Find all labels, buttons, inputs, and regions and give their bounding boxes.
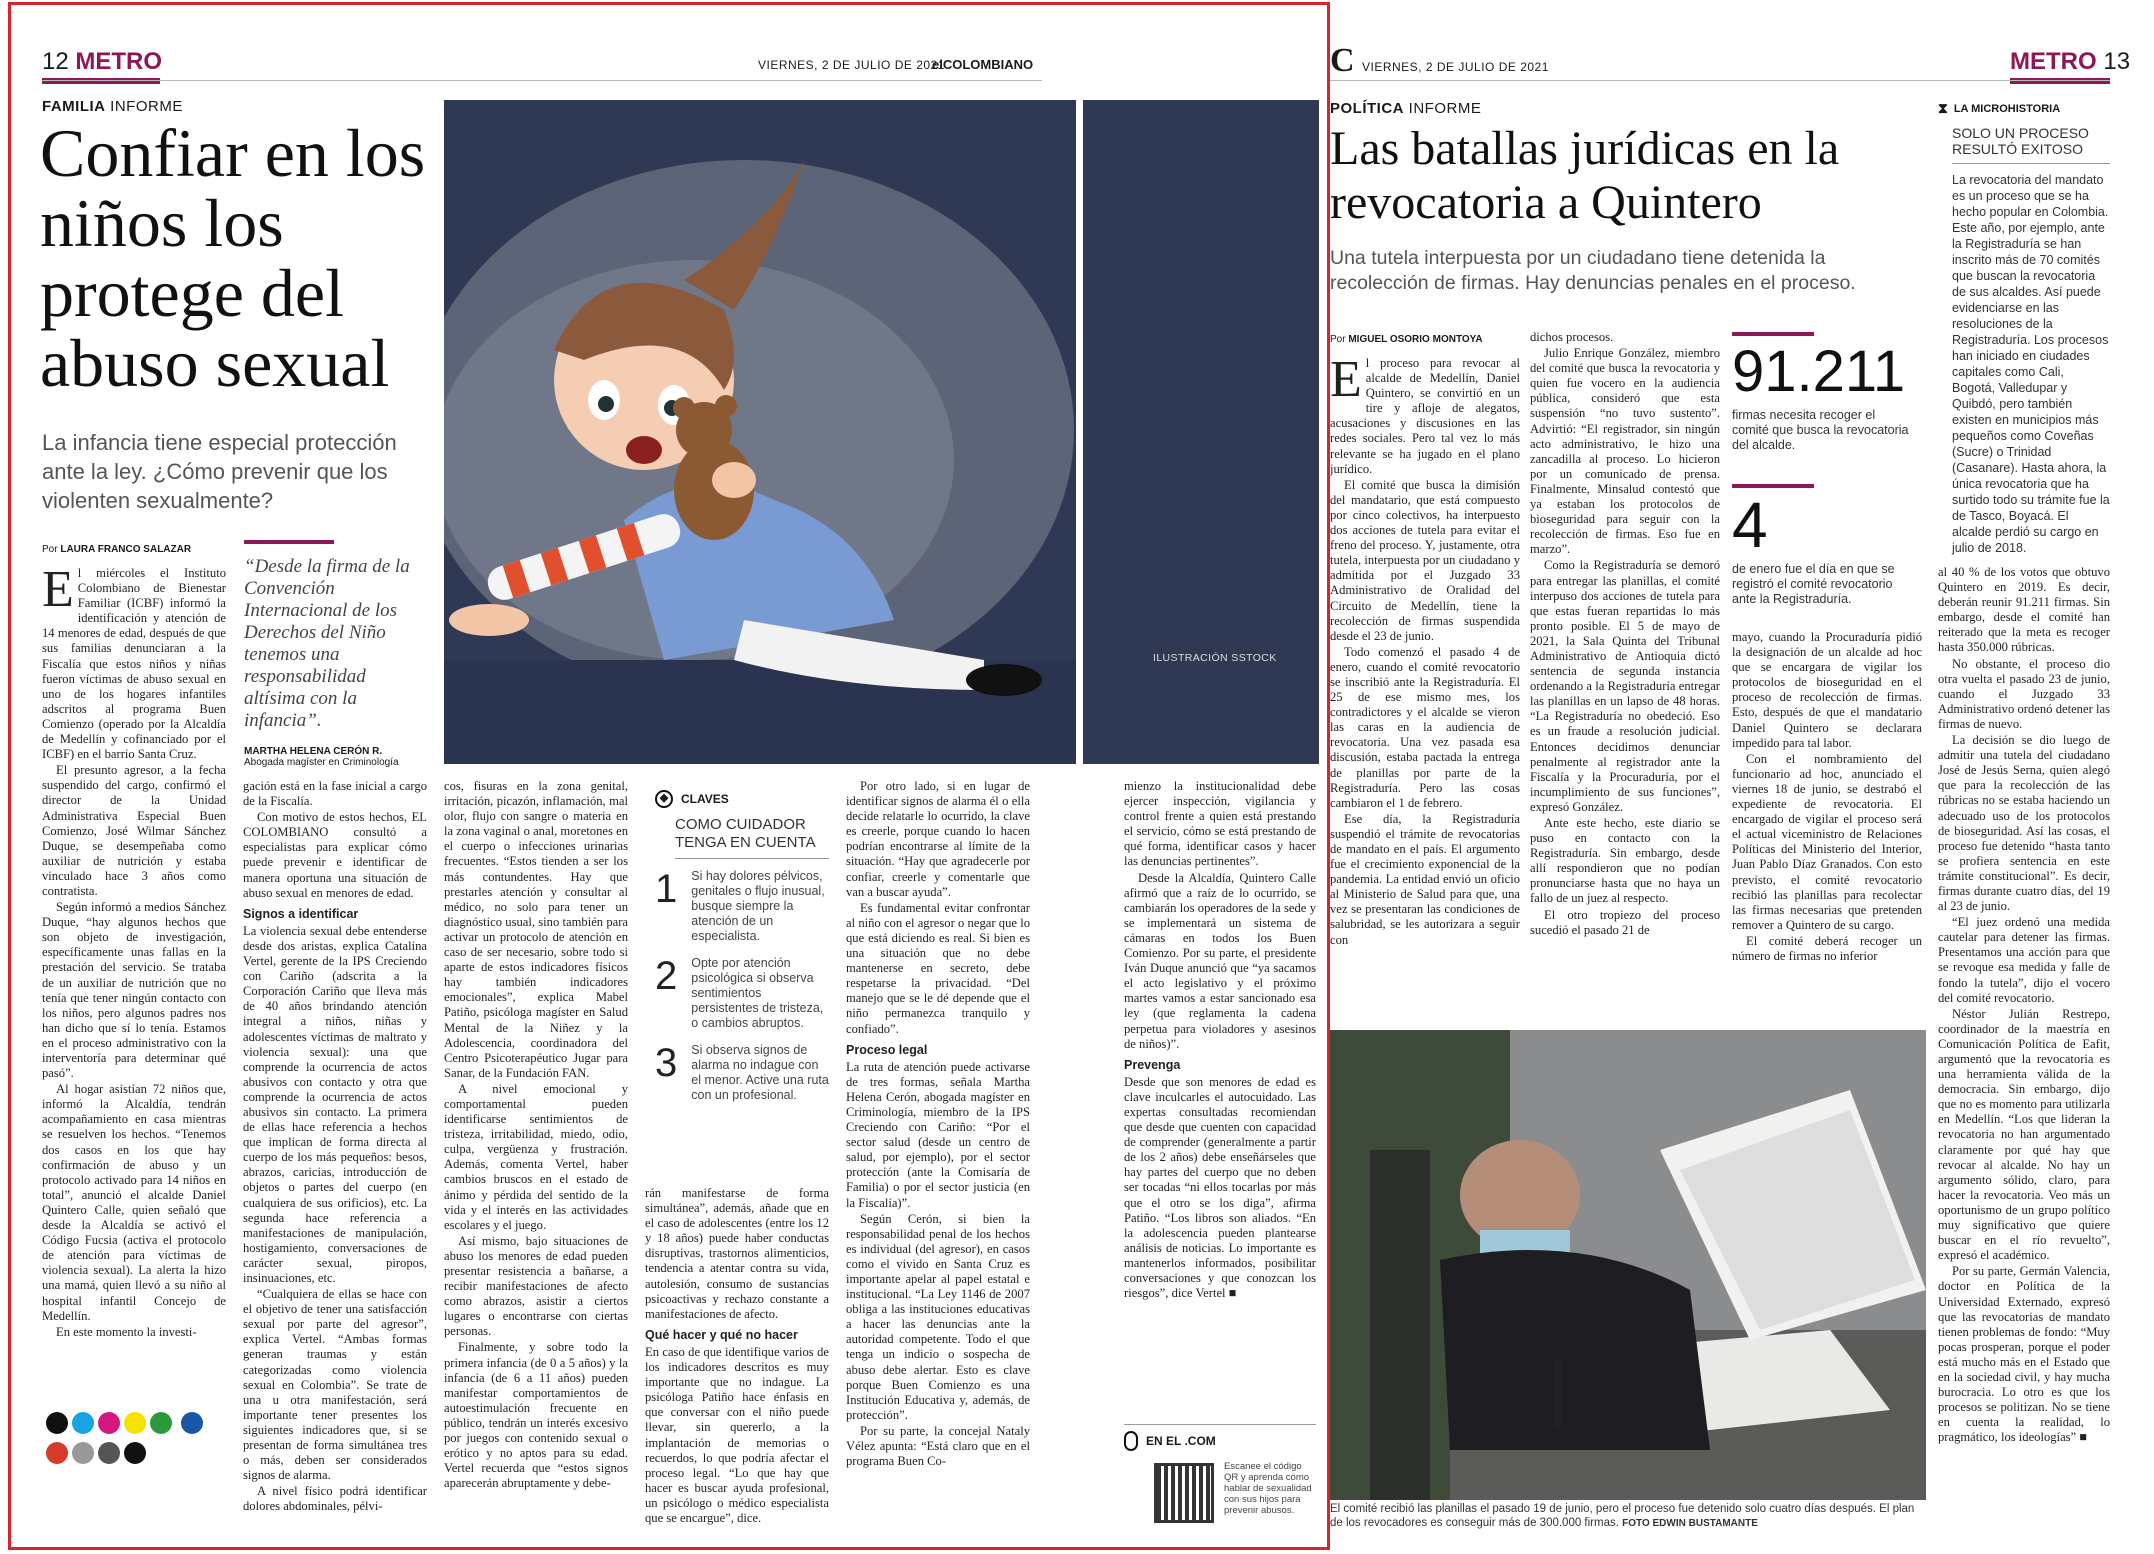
left-col6-p1: mienzo la institucionalidad debe ejercer inspección, vigilancia y control frente a quien está prestando el servicio, cómo se está prestando de qué forma, identificar casos y hacer las denuncias pertinentes”.	[1124, 779, 1316, 869]
left-col2-p3: La violencia sexual debe entenderse desde dos aristas, explica Catalina Vertel, gerente de la IPS Creciendo con Cariño (adscrita a la Corporación Cariño que lleva más de 40 años brindando atención integral a niños, niñas y adolescentes víctimas de maltrato y violencia sexual): una que comprende la ocurrencia de actos abusivos con contacto y otra que comprende la ocurrencia de actos abusivos sin contacto. La primera de ellas hace referencia a hechos que implican de forma directa al cuerpo de los más pequeños: besos, abrazos, caricias, introducción de objetos o partes del cuerpo (en cualquiera de sus orificios), etc. La segunda hace referencia a manifestaciones de manipulación, hostigamiento, conversaciones de carácter sexual, piropos, insinuaciones, etc.	[243, 923, 427, 1285]
pull-quote-text: “Desde la firma de la Convención Internacional de los Derechos del Niño tenemos una responsabilidad altísima con la infancia”.	[244, 556, 410, 731]
left-col1-p5: En este momento la investi-	[56, 1324, 197, 1339]
right-byline	[1330, 334, 1483, 345]
left-col2-p2: Con motivo de estos hechos, EL COLOMBIANO consultó a especialistas para explicar cómo puede prevenir e identificar de manera oportuna una situación de abuso sexual en menores de edad.	[243, 810, 427, 900]
mouse-icon	[1124, 1431, 1138, 1451]
key-icon: ◆	[655, 790, 673, 808]
right-col4-p6: Por su parte, Germán Valencia, doctor en Política de la Universidad Externado, expresó que las revocatorias de mandato tienen problemas de fondo: “Muy pocas prosperan, porque el poder está mucho más en el Estado que en la sociedad civil, y hay mucha burocracia. Lo otro es que los procesos se politizan. No se tiene en cuenta la realidad, lo pragmático, los ideologías” ■	[1938, 1264, 2110, 1445]
microhistoria-text: La revocatoria del mandato es un proceso que se ha hecho popular en Colombia. Este año, por ejemplo, ante la Registraduría se han inscrito más de 70 comités que buscan la revocatoria de sus alcaldes. Así puede evidenciarse en las resoluciones de la Registraduría. Los procesos han iniciado en ciudades capitales como Cali, Bogotá, Valledupar y Quibdó, pero también existen en municipios más pequeños como Coveñas (Sucre) o Trinidad (Casanare). Hasta ahora, la única revocatoria que ha surtido todo su trámite fue la de Tasco, Boyacá. El alcalde perdió su cargo en julio de 2018.	[1952, 173, 2110, 555]
microhistoria-box	[1938, 100, 2110, 560]
microhistoria-header	[1938, 100, 2110, 117]
right-col1-p4: Ese día, la Registraduría suspendió el trámite de revocatorias de mandato en el país. El argumento fue el crecimiento exponencial de la pandemia. La entidad envió un oficio al Ministerio de Salud para que, una vez se presentaran las condiciones de salubridad, se les autorizara a seguir con	[1330, 811, 1520, 947]
right-col4-p2: No obstante, el proceso dio otra vuelta el pasado 23 de junio, cuando el Juzgado 33 Administrativo ordenó detener las firmas de nuevo.	[1938, 656, 2110, 731]
news-photo	[1330, 1030, 1926, 1500]
left-col-6	[1124, 779, 1316, 1419]
right-col-2	[1530, 330, 1720, 1006]
stat-enero	[1732, 484, 1912, 607]
left-byline-name: LAURA FRANCO SALAZAR	[60, 544, 192, 555]
right-kicker	[1330, 100, 1481, 117]
color-registration-marks	[44, 1410, 224, 1470]
left-deck: La infancia tiene especial protección ante la ley. ¿Cómo prevenir que los violenten sexualmente?	[42, 430, 397, 513]
left-col6-p3: Desde que son menores de edad es clave inculcarles el autocuidado. Las expertas consultadas recomiendan que desde que cuenten con capacidad de comprender (generalmente a partir de los 2 años) debe enseñárseles que hay partes del cuerpo que no deben ser tocadas “ni ellos tocarlas por más que el otro se los diga”, afirma Patiño. “Los libros son aliados. “En la adolescencia pueden plantearse análisis de noticias. Lo importante es mantenerlos informados, posibilitar conversaciones y que conozcan los riesgos”, dice Vertel ■	[1124, 1074, 1316, 1301]
right-col2-p2: Julio Enrique González, miembro del comité que busca la revocatoria y quien fue vocero en la audiencia pública, consideró que esta suspensión “no tuvo sustento”. Advirtió: “El registrador, sin ningún acto administrativo, le hizo una zancadilla al proceso. Lo hicieron por un comunicado de prensa. Finalmente, Minsalud contestó que ya estaban los protocolos de bioseguridad para seguir con la recolección de firmas. Eso fue en marzo”.	[1530, 346, 1720, 557]
right-col-4	[1938, 565, 2110, 1535]
left-col-3	[444, 779, 628, 1539]
photo-caption	[1330, 1502, 1926, 1531]
stat-enero-number: 4	[1732, 489, 1768, 561]
left-col1-p3: Según informó a medios Sánchez Duque, “hay algunos hechos que son objeto de investigación, específicamente unas fallas en la prestación del servicio. Se trataba de un auxiliar de nutrición que no tenía que tener ningún contacto con los niños, pero algunos padres nos han dicho que sí lo tenía. Estamos en el proceso administrativo con la interventoría para determinar qué pasó”.	[42, 900, 226, 1081]
left-col-5	[846, 779, 1030, 1539]
left-col6-subhead: Prevenga	[1124, 1057, 1181, 1072]
illustration-credit: ILUSTRACIÓN SSTOCK	[1153, 652, 1277, 664]
stat-firmas-number: 91.211	[1732, 339, 1906, 404]
clave-text-1: Si hay dolores pélvicos, genitales o flujo inusual, busque siempre la atención de un especialista.	[691, 869, 825, 943]
left-col3-p3: Así mismo, bajo situaciones de abuso los menores de edad pueden presentar resistencia a bañarse, a recibir manifestaciones de afecto como abrazos, asistir a ciertos lugares o encontrarse con ciertas personas.	[444, 1233, 628, 1339]
photo-caption-text: El comité recibió las planillas el pasado 19 de junio, pero el proceso fue detenido solo cuatro días después. El plan de los revocadores es conseguir más de 300.000 firmas.	[1330, 1503, 1915, 1529]
right-page	[1330, 0, 2154, 1554]
right-headline: Las batallas jurídicas en la revocatoria a Quintero	[1330, 122, 1840, 229]
right-drop-cap: E	[1330, 356, 1362, 408]
left-col-1	[42, 566, 226, 1396]
left-byline-prefix: Por	[42, 544, 58, 555]
left-col3-p4: Finalmente, y sobre todo la primera infancia (de 0 a 5 años) y la infancia (de 6 a 11 años) pueden manifestar comportamientos de autoestimulación frecuente en público, tendrán un interés excesivo por juegos con contenido sexual o erótico y no aptos para su edad. Vertel recuerda que “estos signos aparecerán abruptamente y debe-	[444, 1340, 628, 1491]
right-col-3	[1732, 630, 1922, 1006]
right-folio	[2010, 48, 2130, 76]
left-col1-p2: El presunto agresor, a la fecha suspendido del cargo, confirmó el director de la Unidad Administrativa Especial Buen Comienzo, José Wilmar Sánchez Duque, se desempeñaba como auxiliar de nutrición y estaba vinculado hace 3 años como contratista.	[42, 763, 226, 898]
left-col4-p2: En caso de que identifique varios de los indicadores descritos es muy importante que no indague. La psicóloga Patiño hace énfasis en que conversar con el niño puede llevar, sin quererlo, a la implantación de memorias o recuerdos, lo que podría afectar el proceso legal. “Lo que hay que hacer es buscar ayuda profesional, un psicólogo o médico especialista que se encargue”, dice.	[645, 1344, 829, 1525]
left-brand: elCOLOMBIANO	[932, 57, 1034, 72]
left-dateline: VIERNES, 2 DE JULIO DE 2021	[758, 58, 945, 72]
left-header-rule	[42, 80, 1042, 81]
left-col2-p4: “Cualquiera de ellas se hace con el objetivo de tener una satisfacción sexual por parte del agresor”, explica Vertel. “Ambas formas generan traumas y están categorizadas como violencia sexual en Colombia”. Se trate de una u otra manifestación, será importante tener presentes los siguientes indicadores que, si se presentan de forma simultánea tres o más, deben ser considerados signos de alarma.	[243, 1287, 427, 1483]
stat-firmas-text: firmas necesita recoger el comité que busca la revocatoria del alcalde.	[1732, 408, 1909, 452]
right-brand-logo: C	[1330, 42, 1355, 79]
en-el-com-header	[1124, 1431, 1316, 1451]
pull-quote-author-title: Abogada magíster en Criminología	[244, 757, 399, 768]
microhistoria-title-rule	[1952, 163, 2110, 164]
right-section-bar	[2010, 78, 2110, 84]
left-col5-p4: Según Cerón, si bien la responsabilidad penal de los hechos es individual (del agresor), en casos como el vivido en Santa Cruz es importante apelar al papel estatal e institucional. “La Ley 1146 de 2007 obliga a las instituciones educativas a hacer las denuncias ante la autoridad competente. Todo el que tenga un indicio o sospecha de abuso debe alertar. Esto es clave porque Buen Comienzo es una Institución Educativa y, además, de protección”.	[846, 1211, 1030, 1422]
left-drop-cap: E	[42, 566, 74, 618]
right-col2-p1: dichos procesos.	[1530, 330, 1614, 344]
right-col1-p1: l proceso para revocar al alcalde de Medellín, Daniel Quintero, se convirtió en un tire y afloje de alegatos, acusaciones y discusiones en las redes sociales. Pero tal vez lo más relevante se ha jugado en el plano jurídico.	[1330, 356, 1520, 476]
right-col4-p5: Néstor Julián Restrepo, coordinador de la maestría en Comunicación Política de Eafit, argumentó que la revocatoria es una herramienta válida de la democracia. Sin embargo, dijo que no es momento para utilizarla en Medellín. “Los que lideran la revocatoria no han argumentado claramente por qué hay que revocar al alcalde. No hay un argumento sólido, claro, para hacer la revocatoria. Veo más un oportunismo de un grupo político muy significativo que quiere buscar en el río revuelto”, expresó el académico.	[1938, 1006, 2110, 1263]
illustration-right-panel	[1083, 100, 1319, 764]
left-col2-p5: A nivel físico podrá identificar dolores abdominales, pélvi-	[243, 1484, 427, 1514]
left-col3-p1: cos, fisuras en la zona genital, irritación, picazón, inflamación, mal olor, flujo con sangre o materia en la zona vaginal o anal, moretones en el cuerpo o infecciones urinarias frecuentes. “Estos tienden a ser los más contundentes. Hay que prestarles atención y consultar al médico, no solo para tener un diagnóstico usual, sino también para activar un protocolo de atención en caso de ser necesario, sobre todo si aparte de estos indicadores físicos hay también indicadores emocionales”, explica Mabel Patiño, psicóloga magíster en Salud Mental de la Niñez y la Adolescencia, coordinadora del Centro Psicoterapéutico Jugar para Sanar, de la Fundación FAN.	[444, 779, 628, 1080]
left-folio	[42, 48, 162, 76]
pull-quote-author: MARTHA HELENA CERÓN R.	[244, 746, 383, 757]
left-col6-p2: Desde la Alcaldía, Quintero Calle afirmó que a raíz de lo ocurrido, se cambiarán los operadores de la sede y se implementará un sistema de cámaras en todos los Buen Comienzo. Por su parte, el presidente Iván Duque anunció que “ya sacamos el acto legislativo y el próximo martes vamos a estar sancionado esa ley (que reglamenta la cadena perpetua para violadores y asesinos de niños)”.	[1124, 870, 1316, 1051]
right-col-1	[1330, 356, 1520, 1006]
photo-credit: FOTO EDWIN BUSTAMANTE	[1622, 1518, 1758, 1529]
right-col1-p2: El comité que busca la dimisión del mandatario, que está compuesto por cinco colectivos, ha interpuesto dos acciones de tutela para evitar el freno del proceso. Y, justamente, otra tutela, interpuesta por un ciudadano y admitida por el Juzgado 33 Administrativo de Oralidad del Circuito de Medellín, tiene la recolección de firmas suspendida desde el 23 de junio.	[1330, 477, 1520, 643]
left-col2-p1: gación está en la fase inicial a cargo de la Fiscalía.	[243, 779, 427, 809]
left-page-number: 12	[42, 48, 69, 75]
left-col-4	[645, 1186, 829, 1536]
left-col4-p1: rán manifestarse de forma simultánea”, además, añade que en el caso de adolescentes (entre los 12 y 18 años) puede haber conductas disruptivas, trastornos alimenticios, tendencia a atentar contra su vida, autolesión, consumo de sustancias psicoactivas y rechazo constante a manifestaciones de afecto.	[645, 1186, 829, 1321]
clave-text-2: Opte por atención psicológica si observa sentimientos persistentes de tristeza, o cambios abruptos.	[691, 956, 824, 1030]
left-section-name: METRO	[75, 48, 163, 75]
clave-text-3: Si observa signos de alarma no indague con el menor. Active una ruta con un profesional.	[691, 1043, 829, 1102]
left-kicker-bold: FAMILIA	[42, 98, 106, 115]
left-headline: Confiar en los niños los protege del abuso sexual	[40, 115, 426, 401]
right-col3-p1: mayo, cuando la Procuraduría pidió la designación de un alcalde ad hoc que se encargara de vigilar los protocolos de bioseguridad en el proceso de recolección de firmas. Esto, después de que el mandatario Daniel Quintero se declarara impedido para tal labor.	[1732, 630, 1922, 750]
right-col1-p3: Todo comenzó el pasado 4 de enero, cuando el comité revocatorio se inscribió ante la Registraduría. El 25 de ese mismo mes, los contradictores y el alcalde se vieron las caras en la audiencia de revocatoria. Una vez pasada esa discusión, estaba pactada la entrega de planillas por parte de la Registraduría. Pero las cosas cambiaron el 1 de febrero.	[1330, 644, 1520, 810]
right-kicker-light: INFORME	[1408, 100, 1482, 117]
left-col-2	[243, 779, 427, 1539]
right-dateline: VIERNES, 2 DE JULIO DE 2021	[1362, 60, 1549, 74]
abuse-illustration	[444, 100, 1076, 764]
left-col2-subhead-signos: Signos a identificar	[243, 906, 359, 921]
left-col4-subhead: Qué hacer y qué no hacer	[645, 1327, 798, 1342]
right-col4-p4: “El juez ordenó una medida cautelar para detener las firmas. Presentamos una acción para que se revoque esa medida y falle de fondo la tutela”, dijo el vocero del comité revocatorio.	[1938, 915, 2110, 1005]
left-kicker	[42, 98, 183, 115]
girl-with-teddy-bear-illustration	[444, 100, 1076, 764]
claves-header	[655, 790, 829, 808]
claves-box	[645, 790, 829, 1190]
right-byline-name: MIGUEL OSORIO MONTOYA	[1348, 334, 1483, 345]
clave-item-2	[655, 956, 829, 1031]
right-header-rule	[1330, 80, 2110, 81]
left-col5-p3: La ruta de atención puede activarse de tres formas, señala Martha Helena Cerón, abogada magíster en Criminología, miembro de la IPS Creciendo con Cariño: “Por el sector salud (desde un centro de salud, por ejemplo), por el sector protección (ante la Comisaría de Familia) o por el sector justicia (en la Fiscalía)”.	[846, 1059, 1030, 1210]
left-col5-p5: Por su parte, la concejal Nataly Vélez apunta: “Está claro que en el programa Buen Co-	[846, 1423, 1030, 1469]
hourglass-icon: ⧗	[1938, 100, 1948, 116]
right-col3-p3: El comité deberá recoger un número de firmas no inferior	[1732, 933, 1922, 963]
right-deck: Una tutela interpuesta por un ciudadano tiene detenida la recolección de firmas. Hay denuncias penales en el proceso.	[1330, 247, 1856, 294]
stat-firmas	[1732, 332, 1912, 453]
qr-code-icon[interactable]	[1154, 1463, 1214, 1523]
left-col5-p2: Es fundamental evitar confrontar al niño con el agresor o negar que lo que está diciendo es real. Si bien es una situación que no debe mantenerse en secreto, debe respetarse la privacidad. “Del manejo que se le dé depende que el niño permanezca tranquilo y confiado”.	[846, 900, 1030, 1036]
left-section-bar	[42, 78, 160, 84]
microhistoria-title: SOLO UN PROCESO RESULTÓ EXITOSO	[1952, 125, 2089, 157]
right-col2-p3: Como la Registraduría se demoró para entregar las planillas, el comité interpuso dos acciones de tutela para que estas fueran repartidas lo más pronto posible. El 5 de mayo de 2021, la Sala Quinta del Tribunal Administrativo de Antioquia dictó sentencia de segunda instancia ordenando a la Registraduría entregar las planillas en un lapso de 48 horas. “La Registraduría no obedeció. Eso es un fraude a resolución judicial. Entonces decidimos denunciar penalmente al registrador ante la Fiscalía y la Procuraduría, por el incumplimiento de sus funciones”, expresó González.	[1530, 558, 1720, 814]
right-col2-p5: El otro tropiezo del proceso sucedió el pasado 21 de	[1530, 907, 1720, 937]
clave-num-3: 3	[655, 1041, 678, 1085]
right-byline-prefix: Por	[1330, 334, 1346, 345]
right-col4-p3: La decisión se dio luego de admitir una tutela del ciudadano José de Jesús Serna, quien alegó que para la recolección de las rúbricas no se estaba haciendo un adecuado uso de los protocolos de bioseguridad. Así las cosas, el proceso fue detenido “hasta tanto se profiera sentencia en este trámite constitucional”. Es decir, firmas durante cuatro días, del 19 al 23 de junio.	[1938, 733, 2110, 914]
left-col5-subhead: Proceso legal	[846, 1042, 928, 1057]
claves-title: COMO CUIDADOR TENGA EN CUENTA	[675, 816, 816, 851]
claves-title-rule	[675, 858, 829, 859]
left-col3-p2: A nivel emocional y comportamental pueden identificarse sentimientos de tristeza, irritabilidad, miedo, odio, culpa, vergüenza y frustración. Además, comenta Vertel, haber cambios bruscos en el estado de ánimo y pérdida del sentido de la vida y el interés en las actividades escolares y el juego.	[444, 1081, 628, 1232]
right-col2-p4: Ante este hecho, este diario se puso en contacto con la Registraduría. Sin embargo, desde allí respondieron que no podían pronunciarse hasta que no haya un fallo de un juez al respecto.	[1530, 816, 1720, 906]
left-col1-p1: l miércoles el Instituto Colombiano de Bienestar Familiar (ICBF) informó la identificación y atención de 14 menores de edad, después de que sus familias denunciaran a la Fiscalía que estos niños y niñas fueron víctimas de abuso sexual en uno de los hogares infantiles adscritos al programa Buen Comienzo (operado por la Alcaldía de Medellín y cofinanciado por el ICBF) en el barrio Santa Cruz.	[42, 566, 226, 762]
en-el-com-box	[1124, 1424, 1316, 1534]
clave-num-2: 2	[655, 954, 678, 998]
right-col4-p1: al 40 % de los votos que obtuvo Quintero en 2019. Es decir, deberán reunir 91.211 firmas. Sin embargo, desde el comité han reiterado que la meta es recoger hasta 350.000 rúbricas.	[1938, 565, 2110, 655]
pull-quote-bar	[244, 540, 334, 544]
right-page-number: 13	[2103, 48, 2131, 75]
left-byline	[42, 544, 191, 555]
right-col3-p2: Con el nombramiento del funcionario ad hoc, anunciado el viernes 18 de junio, se destrabó el expediente de revocatoria. El encargado de vigilar el proceso será el actual viceministro de Relaciones Políticas del Ministerio del Interior, Juan Pablo Díaz Granados. Con esto previsto, el comité revocatorio recibió las planillas para recolectar las firmas necesarias que pretenden remover a Quintero de su cargo.	[1732, 751, 1922, 932]
stat-enero-text: de enero fue el día en que se registró el comité revocatorio ante la Registraduría.	[1732, 562, 1895, 606]
pull-quote	[244, 540, 414, 768]
left-col1-p4: Al hogar asistían 72 niños que, informó la Alcaldía, tendrán acompañamiento en casa mientras se resuelven los hechos. “Tenemos dos casos en los que hay confirmación de abuso y un protocolo activado para 14 niños en total”, anunció el alcalde Daniel Quintero Calle, quien señaló que desde la Alcaldía se activó el Código Fucsia (activa el protocolo de atención para víctimas de violencia sexual). La alerta la hizo una mamá, quien llevó a su niño al hospital infantil Concejo de Medellín.	[42, 1082, 226, 1323]
right-section-name: METRO	[2010, 48, 2097, 75]
clave-item-3	[655, 1043, 829, 1103]
clave-item-1	[655, 869, 829, 944]
right-kicker-bold: POLÍTICA	[1330, 100, 1404, 117]
en-el-com-label: EN EL .COM	[1146, 1434, 1216, 1448]
man-signing-documents-photo	[1330, 1030, 1926, 1500]
clave-num-1: 1	[655, 867, 678, 911]
left-col5-p1: Por otro lado, si en lugar de identificar signos de alarma él o ella decide relatarle lo ocurrido, la clave es creerle, porque cuando lo hacen podrían encontrarse al límite de la situación. “Hay que agradecerle por confiar, creerle y comentarle que van a buscar ayuda”.	[846, 779, 1030, 899]
microhistoria-label: LA MICROHISTORIA	[1953, 102, 2061, 115]
left-kicker-light: INFORME	[110, 98, 183, 115]
claves-label: CLAVES	[681, 792, 729, 806]
en-el-com-text: Escanee el código QR y aprenda cómo hablar de sexualidad con sus hijos para prevenir abusos.	[1224, 1461, 1312, 1516]
